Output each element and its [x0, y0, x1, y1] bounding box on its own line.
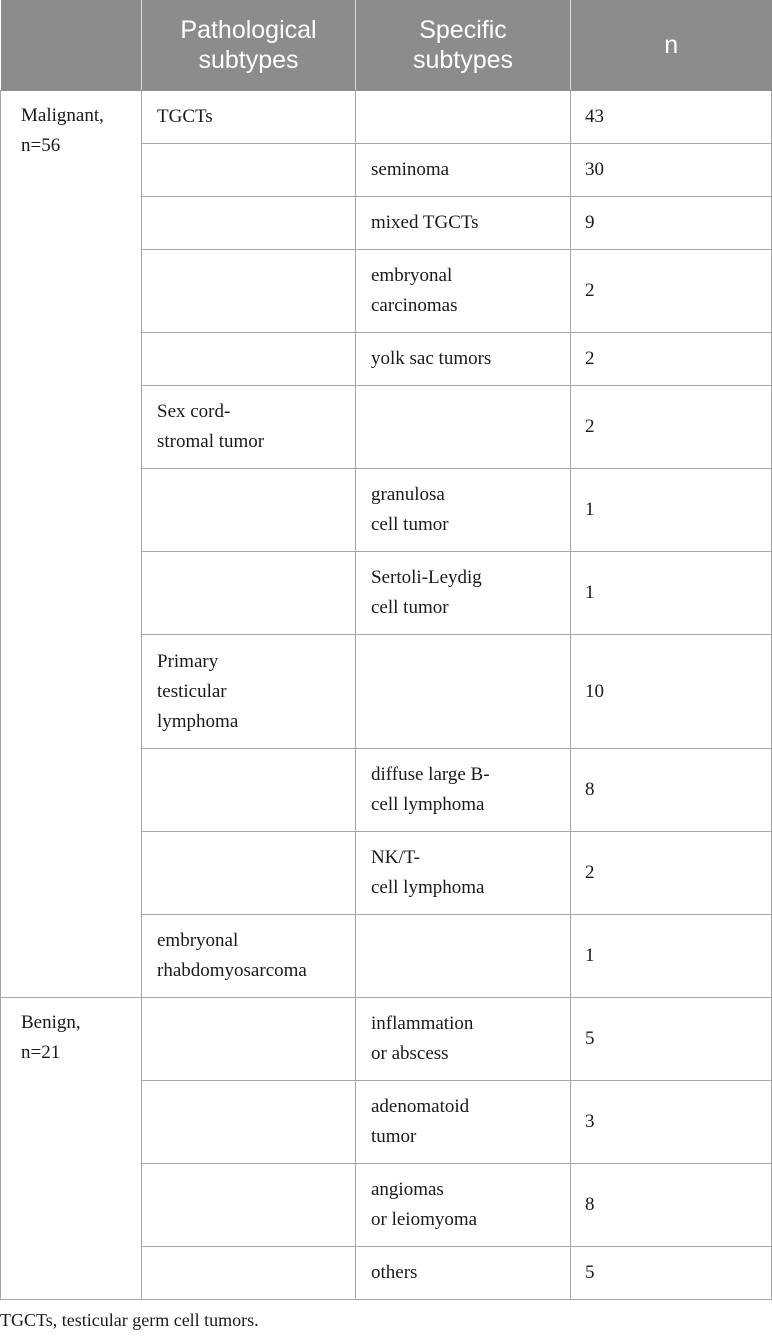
cell-text-line: cell tumor [371, 597, 449, 618]
cell-text-line: mixed TGCTs [371, 212, 479, 233]
count-cell [571, 386, 772, 469]
table-row [1, 91, 772, 144]
specific-cell [356, 91, 571, 144]
group-label-line: n=21 [21, 1042, 61, 1063]
pathological-cell [142, 749, 356, 832]
cell-text-line: or abscess [371, 1043, 449, 1064]
count-value: 3 [585, 1111, 595, 1132]
header-line: Pathological [180, 16, 317, 44]
group-cell-malignant [1, 91, 142, 998]
specific-cell [356, 915, 571, 998]
specific-cell [356, 386, 571, 469]
pathological-cell [142, 386, 356, 469]
cell-text-line: angiomas [371, 1179, 444, 1200]
cell-text-line: tumor [371, 1126, 417, 1147]
specific-cell [356, 1164, 571, 1247]
specific-cell [356, 998, 571, 1081]
pathological-cell [142, 469, 356, 552]
count-value: 2 [585, 416, 595, 437]
count-cell [571, 832, 772, 915]
table-header [1, 0, 772, 91]
pathological-cell [142, 333, 356, 386]
cell-text-line: TGCTs [157, 106, 213, 127]
table-body [1, 91, 772, 1300]
header-specific-subtypes [356, 0, 571, 91]
count-value: 5 [585, 1028, 595, 1049]
count-cell [571, 552, 772, 635]
count-value: 2 [585, 280, 595, 301]
specific-cell [356, 552, 571, 635]
pathological-cell [142, 1247, 356, 1300]
pathological-cell [142, 1164, 356, 1247]
specific-cell [356, 333, 571, 386]
count-cell [571, 749, 772, 832]
count-value: 10 [585, 680, 604, 702]
table-row [1, 998, 772, 1081]
cell-text-line: cell tumor [371, 514, 449, 535]
specific-cell [356, 749, 571, 832]
cell-text-line: testicular [157, 680, 227, 702]
count-value: 8 [585, 1194, 595, 1215]
count-cell [571, 998, 772, 1081]
count-value: 8 [585, 779, 595, 800]
count-cell [571, 91, 772, 144]
count-value: 1 [585, 582, 595, 603]
cell-text-line: stromal tumor [157, 431, 265, 452]
count-cell [571, 1081, 772, 1164]
header-pathological-subtypes [142, 0, 356, 91]
pathological-cell [142, 915, 356, 998]
table-footnote: TGCTs, testicular germ cell tumors. [0, 1310, 259, 1330]
cell-text-line: embryonal [371, 265, 453, 286]
cell-text-line: or leiomyoma [371, 1209, 478, 1230]
specific-cell [356, 469, 571, 552]
count-cell [571, 144, 772, 197]
count-value: 9 [585, 212, 595, 233]
count-value: 2 [585, 862, 595, 883]
specific-cell [356, 1247, 571, 1300]
specific-cell [356, 144, 571, 197]
group-cell-benign [1, 998, 142, 1300]
specific-cell [356, 832, 571, 915]
count-cell [571, 333, 772, 386]
cell-text-line: adenomatoid [371, 1096, 470, 1117]
pathological-cell [142, 1081, 356, 1164]
pathological-cell [142, 144, 356, 197]
count-value: 2 [585, 348, 595, 369]
count-cell [571, 250, 772, 333]
count-cell [571, 915, 772, 998]
pathological-cell [142, 998, 356, 1081]
cell-text-line: rhabdomyosarcoma [157, 960, 307, 981]
specific-cell [356, 197, 571, 250]
group-label-line: n=56 [21, 135, 61, 156]
header-line: subtypes [198, 46, 299, 74]
group-label-line: Benign, [21, 1012, 81, 1033]
count-value: 5 [585, 1262, 595, 1283]
cell-text-line: cell lymphoma [371, 877, 485, 898]
cell-text-line: cell lymphoma [371, 794, 485, 815]
pathological-cell [142, 552, 356, 635]
header-row [1, 0, 772, 91]
cell-text-line: Primary [157, 650, 219, 672]
cell-text-line: NK/T- [371, 847, 420, 868]
cell-text-line: diffuse large B- [371, 764, 490, 785]
cell-text-line: granulosa [371, 484, 445, 505]
pathological-cell [142, 197, 356, 250]
group-label-line: Malignant, [21, 105, 104, 126]
cell-text-line: others [371, 1262, 418, 1283]
count-cell [571, 469, 772, 552]
pathological-cell [142, 832, 356, 915]
count-value: 1 [585, 499, 595, 520]
specific-cell [356, 250, 571, 333]
cell-text-line: inflammation [371, 1013, 474, 1034]
cell-text-line: embryonal [157, 930, 239, 951]
header-n: n [571, 0, 772, 91]
count-value: 43 [585, 106, 604, 127]
count-cell [571, 1164, 772, 1247]
cell-text-line: Sex cord- [157, 401, 231, 422]
pathological-cell [142, 91, 356, 144]
cell-text-line: lymphoma [157, 710, 239, 732]
count-cell [571, 197, 772, 250]
specific-cell [356, 1081, 571, 1164]
pathological-cell [142, 635, 356, 749]
pathological-cell [142, 250, 356, 333]
count-cell [571, 1247, 772, 1300]
count-value: 1 [585, 945, 595, 966]
cell-text-line: carcinomas [371, 295, 458, 316]
cell-text-line: yolk sac tumors [371, 348, 492, 369]
cell-text-line: seminoma [371, 159, 450, 180]
header-group [1, 0, 142, 91]
count-value: 30 [585, 159, 604, 180]
specific-cell [356, 635, 571, 749]
header-line: Specific [419, 16, 507, 44]
header-line: subtypes [412, 46, 514, 74]
count-cell [571, 635, 772, 749]
cell-text-line: Sertoli-Leydig [371, 567, 482, 588]
